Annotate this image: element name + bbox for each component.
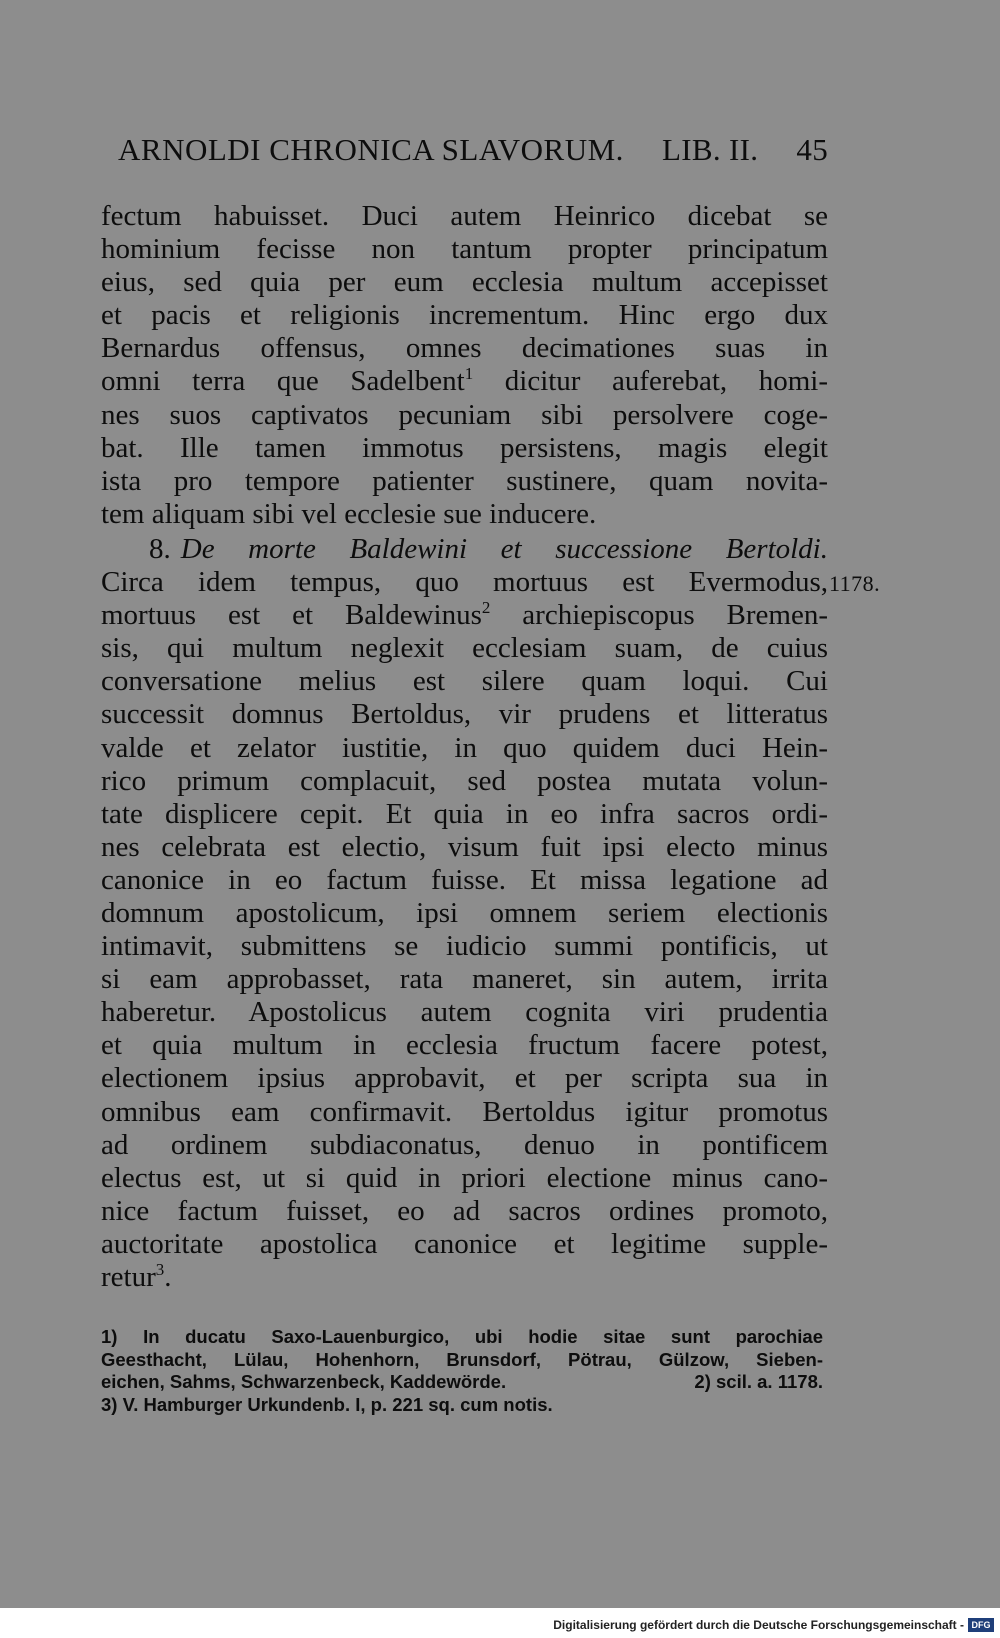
text-fragment: omni terra que Sadelbent <box>101 365 465 398</box>
text-line: tate displicere cepit. Et quia in eo infra sacros ordi- <box>101 797 828 830</box>
text-line: nes celebrata est electio, visum fuit ipsi electo minus <box>101 830 828 863</box>
running-header <box>118 132 828 168</box>
footnote-text: eichen, Sahms, Schwarzenbeck, Kaddewörde. <box>101 1371 507 1392</box>
text-fragment: dicitur auferebat, homi- <box>473 365 828 398</box>
text-line: intimavit, submittens se iudicio summi pontificis, ut <box>101 930 828 963</box>
footnote-2: 2) scil. a. 1178. <box>694 1371 823 1392</box>
text-line: et pacis et religionis incrementum. Hinc ergo dux <box>101 299 828 332</box>
text-line: valde et zelator iustitie, in quo quidem duci Hein- <box>101 731 828 764</box>
digitization-footer <box>0 1608 1000 1638</box>
text-line: bat. Ille tamen immotus persistens, magis elegit <box>101 431 828 464</box>
dfg-logo-icon: DFG <box>968 1618 994 1632</box>
footnotes <box>101 1326 823 1416</box>
text-line: sis, qui multum neglexit ecclesiam suam, de cuius <box>101 632 828 665</box>
section-heading <box>101 533 828 566</box>
text-line: successit domnus Bertoldus, vir prudens et litteratus <box>101 698 828 731</box>
text-line: tem aliquam sibi vel ecclesie sue inducere. <box>101 497 597 530</box>
text-line: ad ordinem subdiaconatus, denuo in pontificem <box>101 1128 828 1161</box>
text-line: fectum habuisset. Duci autem Heinrico dicebat se <box>101 200 828 232</box>
text-line: conversatione melius est silere quam loqui. Cui <box>101 665 828 698</box>
text-line: rico primum complacuit, sed postea mutata volun- <box>101 764 828 797</box>
text-fragment: archiepiscopus Bremen- <box>490 599 828 632</box>
footnote-reference-3: 3 <box>155 1260 165 1279</box>
text-line: Bernardus offensus, omnes decimationes suas in <box>101 332 828 365</box>
text-fragment: retur <box>101 1261 156 1293</box>
footnote-marker: 1) <box>101 1326 118 1347</box>
footnote-reference-2: 2 <box>481 598 491 618</box>
text-line: nes suos captivatos pecuniam sibi persolvere coge- <box>101 398 828 431</box>
text-line <box>101 1261 828 1294</box>
footnote-1-line: Geesthacht, Lülau, Hohenhorn, Brunsdorf, Pötrau, Gülzow, Sieben- <box>101 1348 823 1370</box>
section-title: De morte Baldewini et successione Bertoldi. <box>180 532 828 565</box>
text-line: ista pro tempore patienter sustinere, quam novita- <box>101 464 828 497</box>
text-fragment: . <box>164 1261 172 1293</box>
footnote-text: In ducatu Saxo-Lauenburgico, ubi hodie sitae sunt parochiae <box>117 1326 823 1347</box>
text-line: nice factum fuisset, eo ad sacros ordines promoto, <box>101 1194 828 1227</box>
text-line: eius, sed quia per eum ecclesia multum accepisset <box>101 266 828 299</box>
footnote-3: 3) V. Hamburger Urkundenb. I, p. 221 sq. cum notis. <box>101 1393 553 1415</box>
main-text <box>101 200 881 1294</box>
text-line: canonice in eo factum fuisse. Et missa legatione ad <box>101 863 828 896</box>
text-line: electus est, ut si quid in priori electione minus cano- <box>101 1161 828 1194</box>
text-line: electionem ipsius approbavit, et per scripta sua in <box>101 1062 828 1095</box>
text-line: si eam approbasset, rata maneret, sin autem, irrita <box>101 963 828 996</box>
funding-credit: Digitalisierung gefördert durch die Deutsche Forschungsgemeinschaft - <box>553 1618 964 1632</box>
text-fragment: Circa idem tempus, quo mortuus est Evermodus, <box>101 566 828 599</box>
text-fragment: mortuus est et Baldewinus <box>101 599 482 632</box>
text-line <box>101 365 828 398</box>
header-title: ARNOLDI CHRONICA SLAVORUM. <box>118 132 624 167</box>
footnote-line <box>101 1371 823 1394</box>
text-line <box>101 566 881 599</box>
footnote-reference-1: 1 <box>464 364 474 384</box>
section-number: 8. <box>149 532 171 565</box>
text-line <box>101 599 828 632</box>
text-line: omnibus eam confirmavit. Bertoldus igitur promotus <box>101 1095 828 1128</box>
margin-year-note: 1178. <box>829 571 881 597</box>
page-number: 45 <box>796 132 828 167</box>
footnote-1-line <box>101 1326 823 1349</box>
text-line: domnum apostolicum, ipsi omnem seriem electionis <box>101 896 828 929</box>
text-line: et quia multum in ecclesia fructum facere potest, <box>101 1029 828 1062</box>
text-line: auctoritate apostolica canonice et legitime supple- <box>101 1227 828 1260</box>
text-line: haberetur. Apostolicus autem cognita viri prudentia <box>101 996 828 1029</box>
header-book: LIB. II. <box>662 132 759 167</box>
text-line: hominium fecisse non tantum propter principatum <box>101 233 828 266</box>
